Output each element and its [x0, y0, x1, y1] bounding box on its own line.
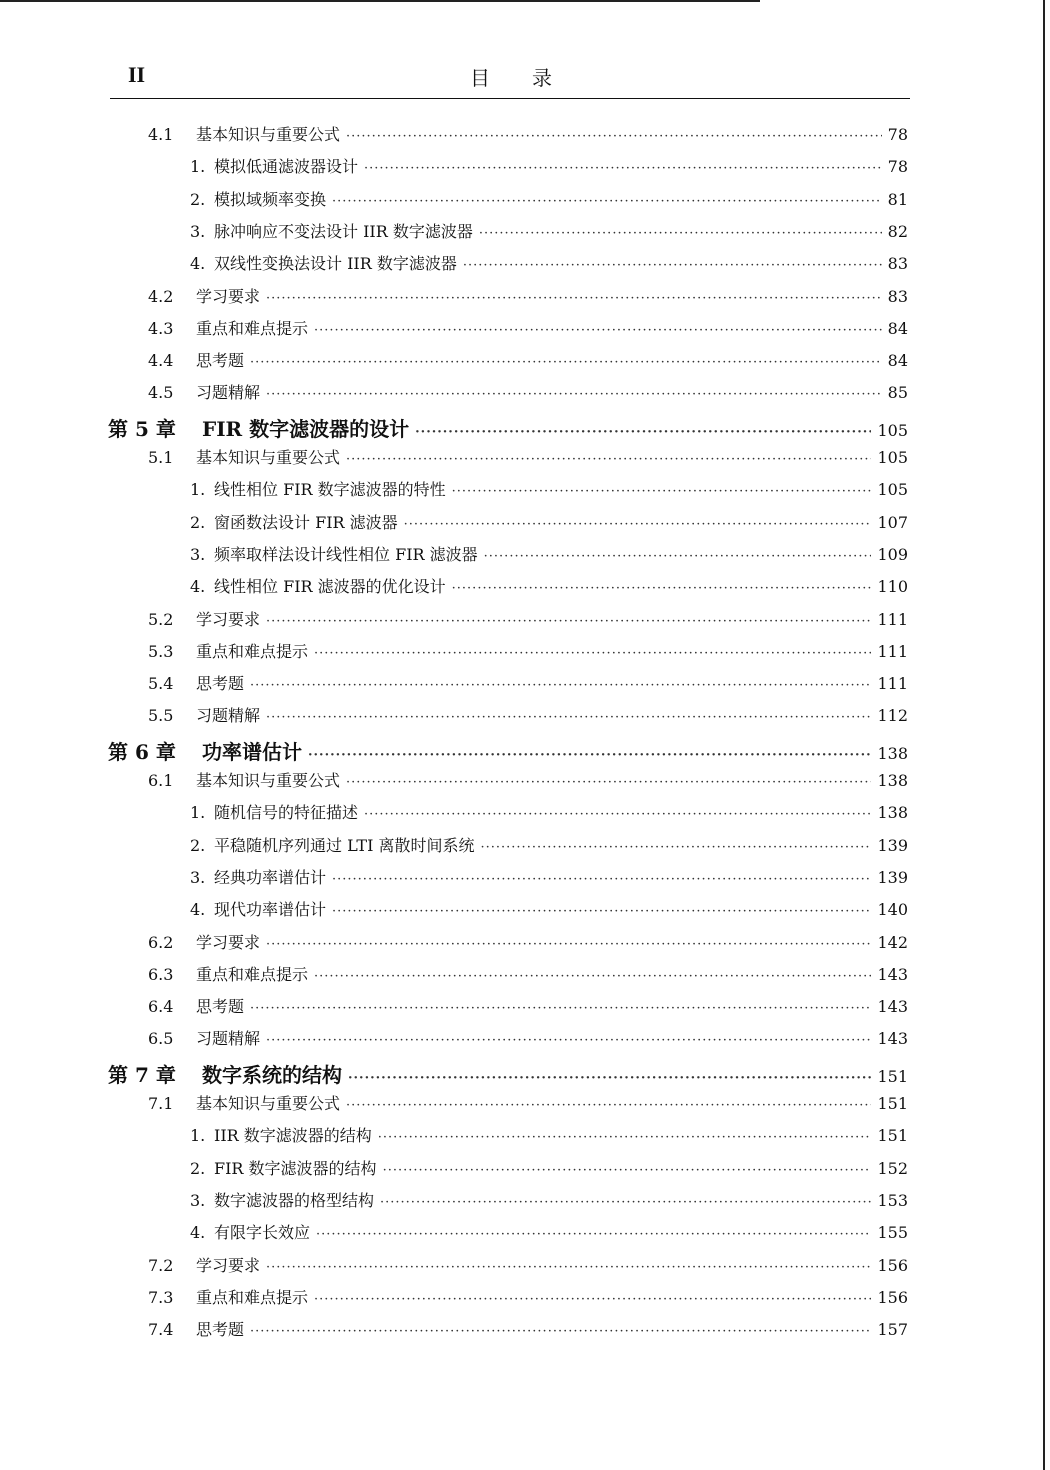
- toc-entry-title: 学习要求: [196, 932, 261, 952]
- dot-leader: [415, 425, 871, 440]
- toc-entry-page: 84: [887, 351, 908, 371]
- toc-entry-page: 111: [877, 674, 908, 694]
- toc-entry-number: 3.: [190, 867, 206, 887]
- toc-entry-page: 138: [877, 771, 908, 790]
- toc-entry-page: 78: [887, 157, 908, 177]
- toc-entry-title: 线性相位 FIR 数字滤波器的特性: [214, 480, 446, 500]
- toc-entry-page: 151: [877, 1066, 908, 1086]
- dot-leader: [250, 355, 882, 370]
- toc-entry-title: 脉冲响应不变法设计 IIR 数字滤波器: [214, 221, 473, 241]
- toc-section-entry: [148, 348, 908, 371]
- dot-leader: [364, 807, 871, 822]
- toc-entry-number: 4.5: [148, 383, 174, 403]
- dot-leader: [266, 1033, 871, 1048]
- dot-leader: [266, 291, 882, 306]
- toc-entry-page: 83: [887, 286, 908, 306]
- toc-entry-page: 107: [877, 512, 908, 532]
- toc-subsection-entry: [190, 1188, 908, 1211]
- toc-subsection-entry: [190, 542, 908, 565]
- toc-entry-title: 基本知识与重要公式: [196, 1094, 341, 1113]
- toc-entry-page: 78: [887, 125, 908, 144]
- toc-section-entry: [148, 380, 908, 403]
- toc-entry-page: 110: [877, 577, 908, 597]
- toc-entry-page: 152: [877, 1158, 908, 1178]
- dot-leader: [332, 872, 871, 887]
- toc-subsection-entry: [190, 219, 908, 242]
- toc-section-entry: [148, 703, 908, 726]
- toc-entry-title: 重点和难点提示: [196, 641, 309, 661]
- toc-entry-page: 151: [877, 1094, 908, 1113]
- toc-entry-page: 143: [877, 997, 908, 1017]
- toc-section-entry: [148, 1253, 908, 1276]
- toc-section-entry: [148, 607, 908, 630]
- toc-entry-title: 重点和难点提示: [196, 1287, 309, 1307]
- toc-section-entry: [148, 122, 908, 145]
- toc-entry-title: 现代功率谱估计: [214, 900, 327, 920]
- toc-entry-page: 140: [877, 900, 908, 920]
- toc-entry-number: 第 6 章: [108, 739, 176, 764]
- dot-leader: [346, 452, 871, 467]
- toc-entry-number: 6.4: [148, 997, 174, 1017]
- toc-entry-page: 83: [887, 254, 908, 274]
- toc-entry-title: 习题精解: [196, 383, 261, 403]
- toc-entry-page: 156: [877, 1255, 908, 1275]
- toc-entry-title: 学习要求: [196, 286, 261, 306]
- toc-section-entry: [148, 639, 908, 662]
- toc-entry-title: 数字系统的结构: [202, 1062, 342, 1087]
- toc-entry-number: 4.1: [148, 125, 174, 144]
- toc-entry-title: 习题精解: [196, 706, 261, 726]
- toc-entry-title: 经典功率谱估计: [214, 867, 327, 887]
- toc-entry-number: 3.: [190, 1190, 206, 1210]
- toc-section-entry: [148, 1317, 908, 1340]
- toc-subsection-entry: [190, 833, 908, 856]
- dot-leader: [380, 1195, 871, 1210]
- toc-entry-title: 平稳随机序列通过 LTI 离散时间系统: [214, 835, 475, 855]
- toc-entry-page: 151: [877, 1126, 908, 1146]
- toc-entry-number: 1.: [190, 1126, 206, 1146]
- toc-entry-title: 习题精解: [196, 1029, 261, 1049]
- toc-entry-page: 84: [887, 318, 908, 338]
- toc-entry-page: 139: [877, 867, 908, 887]
- toc-entry-number: 4.: [190, 900, 206, 920]
- dot-leader: [348, 1071, 871, 1086]
- toc-entry-number: 5.3: [148, 641, 174, 661]
- toc-entry-number: 1.: [190, 157, 206, 177]
- toc-entry-title: 基本知识与重要公式: [196, 448, 341, 467]
- toc-entry-number: 6.3: [148, 964, 174, 984]
- toc-section-entry: [148, 445, 908, 468]
- toc-entry-number: 4.2: [148, 286, 174, 306]
- toc-chapter-entry: [108, 413, 908, 442]
- toc-entry-title: 思考题: [196, 674, 245, 694]
- toc-entry-number: 2.: [190, 189, 206, 209]
- page-number: II: [128, 62, 146, 87]
- toc-entry-number: 2.: [190, 835, 206, 855]
- page-title: 目录: [470, 66, 594, 90]
- toc-subsection-entry: [190, 1156, 908, 1179]
- dot-leader: [314, 323, 882, 338]
- toc-entry-page: 157: [877, 1320, 908, 1340]
- toc-entry-title: 模拟域频率变换: [214, 189, 327, 209]
- toc-entry-number: 2.: [190, 512, 206, 532]
- toc-entry-page: 82: [887, 221, 908, 241]
- toc-entry-number: 6.1: [148, 771, 174, 790]
- toc-entry-title: 线性相位 FIR 滤波器的优化设计: [214, 577, 446, 597]
- dot-leader: [484, 549, 872, 564]
- toc-chapter-entry: [108, 736, 908, 765]
- toc-entry-number: 第 5 章: [108, 416, 176, 441]
- toc-subsection-entry: [190, 251, 908, 274]
- dot-leader: [314, 969, 871, 984]
- toc-entry-title: 重点和难点提示: [196, 964, 309, 984]
- toc-entry-number: 4.: [190, 254, 206, 274]
- dot-leader: [346, 129, 882, 144]
- dot-leader: [378, 1130, 872, 1145]
- dot-leader: [404, 517, 872, 532]
- dot-leader: [346, 1098, 871, 1113]
- toc-entry-number: 5.4: [148, 674, 174, 694]
- toc-entry-title: FIR 数字滤波器的设计: [202, 416, 410, 441]
- toc-entry-title: 功率谱估计: [202, 739, 302, 764]
- dot-leader: [266, 387, 882, 402]
- dot-leader: [266, 614, 871, 629]
- toc-section-entry: [148, 768, 908, 791]
- toc-entry-title: 窗函数法设计 FIR 滤波器: [214, 512, 398, 532]
- toc-entry-page: 111: [877, 609, 908, 629]
- toc-subsection-entry: [190, 477, 908, 500]
- toc-section-entry: [148, 994, 908, 1017]
- toc-entry-page: 153: [877, 1190, 908, 1210]
- dot-leader: [452, 484, 872, 499]
- toc-subsection-entry: [190, 510, 908, 533]
- toc-entry-title: 基本知识与重要公式: [196, 771, 341, 790]
- dot-leader: [332, 194, 882, 209]
- toc-entry-title: 随机信号的特征描述: [214, 803, 359, 823]
- toc-section-entry: [148, 1091, 908, 1114]
- dot-leader: [266, 1260, 871, 1275]
- toc-entry-title: 双线性变换法设计 IIR 数字滤波器: [214, 254, 457, 274]
- toc-entry-page: 138: [877, 743, 908, 763]
- toc-entry-page: 143: [877, 1029, 908, 1049]
- toc-entry-page: 111: [877, 641, 908, 661]
- toc-entry-page: 155: [877, 1223, 908, 1243]
- toc-subsection-entry: [190, 1220, 908, 1243]
- toc-entry-number: 第 7 章: [108, 1062, 176, 1087]
- dot-leader: [314, 1292, 871, 1307]
- toc-entry-number: 4.3: [148, 318, 174, 338]
- toc-entry-number: 5.1: [148, 448, 174, 467]
- toc-entry-title: 数字滤波器的格型结构: [214, 1190, 375, 1210]
- toc-section-entry: [148, 1026, 908, 1049]
- toc-entry-page: 142: [877, 932, 908, 952]
- toc-entry-page: 109: [877, 544, 908, 564]
- toc-entry-number: 6.2: [148, 932, 174, 952]
- toc-entry-number: 4.: [190, 1223, 206, 1243]
- toc-section-entry: [148, 671, 908, 694]
- toc-entry-number: 7.2: [148, 1255, 174, 1275]
- toc-entry-title: 思考题: [196, 351, 245, 371]
- toc-subsection-entry: [190, 1123, 908, 1146]
- dot-leader: [332, 904, 871, 919]
- toc-subsection-entry: [190, 154, 908, 177]
- dot-leader: [314, 646, 871, 661]
- toc-section-entry: [148, 930, 908, 953]
- toc-subsection-entry: [190, 865, 908, 888]
- dot-leader: [383, 1163, 872, 1178]
- dot-leader: [308, 748, 871, 763]
- toc-entry-title: 重点和难点提示: [196, 318, 309, 338]
- dot-leader: [479, 226, 882, 241]
- dot-leader: [481, 840, 872, 855]
- dot-leader: [250, 1001, 871, 1016]
- dot-leader: [452, 581, 872, 596]
- dot-leader: [316, 1227, 871, 1242]
- toc-subsection-entry: [190, 800, 908, 823]
- toc-entry-title: 学习要求: [196, 609, 261, 629]
- dot-leader: [364, 161, 882, 176]
- toc-entry-number: 7.1: [148, 1094, 174, 1113]
- toc-subsection-entry: [190, 574, 908, 597]
- toc-entry-title: 模拟低通滤波器设计: [214, 157, 359, 177]
- toc-entry-page: 143: [877, 964, 908, 984]
- toc-entry-title: IIR 数字滤波器的结构: [214, 1126, 372, 1146]
- toc-entry-number: 5.2: [148, 609, 174, 629]
- dot-leader: [463, 258, 882, 273]
- toc-entry-title: 频率取样法设计线性相位 FIR 滤波器: [214, 544, 478, 564]
- toc-entry-number: 7.3: [148, 1287, 174, 1307]
- toc-entry-page: 139: [877, 835, 908, 855]
- toc-entry-page: 105: [877, 448, 908, 467]
- toc-entry-page: 105: [877, 420, 908, 440]
- toc-entry-title: 基本知识与重要公式: [196, 125, 341, 144]
- dot-leader: [346, 775, 871, 790]
- toc-entry-number: 4.4: [148, 351, 174, 371]
- toc-entry-title: 思考题: [196, 997, 245, 1017]
- toc-entry-title: 学习要求: [196, 1255, 261, 1275]
- dot-leader: [266, 937, 871, 952]
- toc-entry-number: 2.: [190, 1158, 206, 1178]
- toc-entry-page: 138: [877, 803, 908, 823]
- dot-leader: [250, 678, 871, 693]
- toc-entry-page: 105: [877, 480, 908, 500]
- toc-entry-number: 3.: [190, 221, 206, 241]
- toc-entry-number: 5.5: [148, 706, 174, 726]
- toc-subsection-entry: [190, 897, 908, 920]
- toc-section-entry: [148, 962, 908, 985]
- toc-entry-title: FIR 数字滤波器的结构: [214, 1158, 377, 1178]
- toc-entry-page: 156: [877, 1287, 908, 1307]
- toc-section-entry: [148, 284, 908, 307]
- toc-entry-page: 112: [877, 706, 908, 726]
- toc-entry-number: 1.: [190, 803, 206, 823]
- dot-leader: [266, 710, 871, 725]
- toc-entry-number: 6.5: [148, 1029, 174, 1049]
- toc-subsection-entry: [190, 187, 908, 210]
- toc-entry-title: 思考题: [196, 1320, 245, 1340]
- toc-entry-number: 7.4: [148, 1320, 174, 1340]
- toc-entry-title: 有限字长效应: [214, 1223, 311, 1243]
- toc-section-entry: [148, 1285, 908, 1308]
- toc-entry-number: 1.: [190, 480, 206, 500]
- toc-entry-page: 81: [887, 189, 908, 209]
- toc-entry-page: 85: [887, 383, 908, 403]
- toc-entry-number: 4.: [190, 577, 206, 597]
- dot-leader: [250, 1324, 871, 1339]
- toc-chapter-entry: [108, 1059, 908, 1088]
- toc-entry-number: 3.: [190, 544, 206, 564]
- toc-section-entry: [148, 316, 908, 339]
